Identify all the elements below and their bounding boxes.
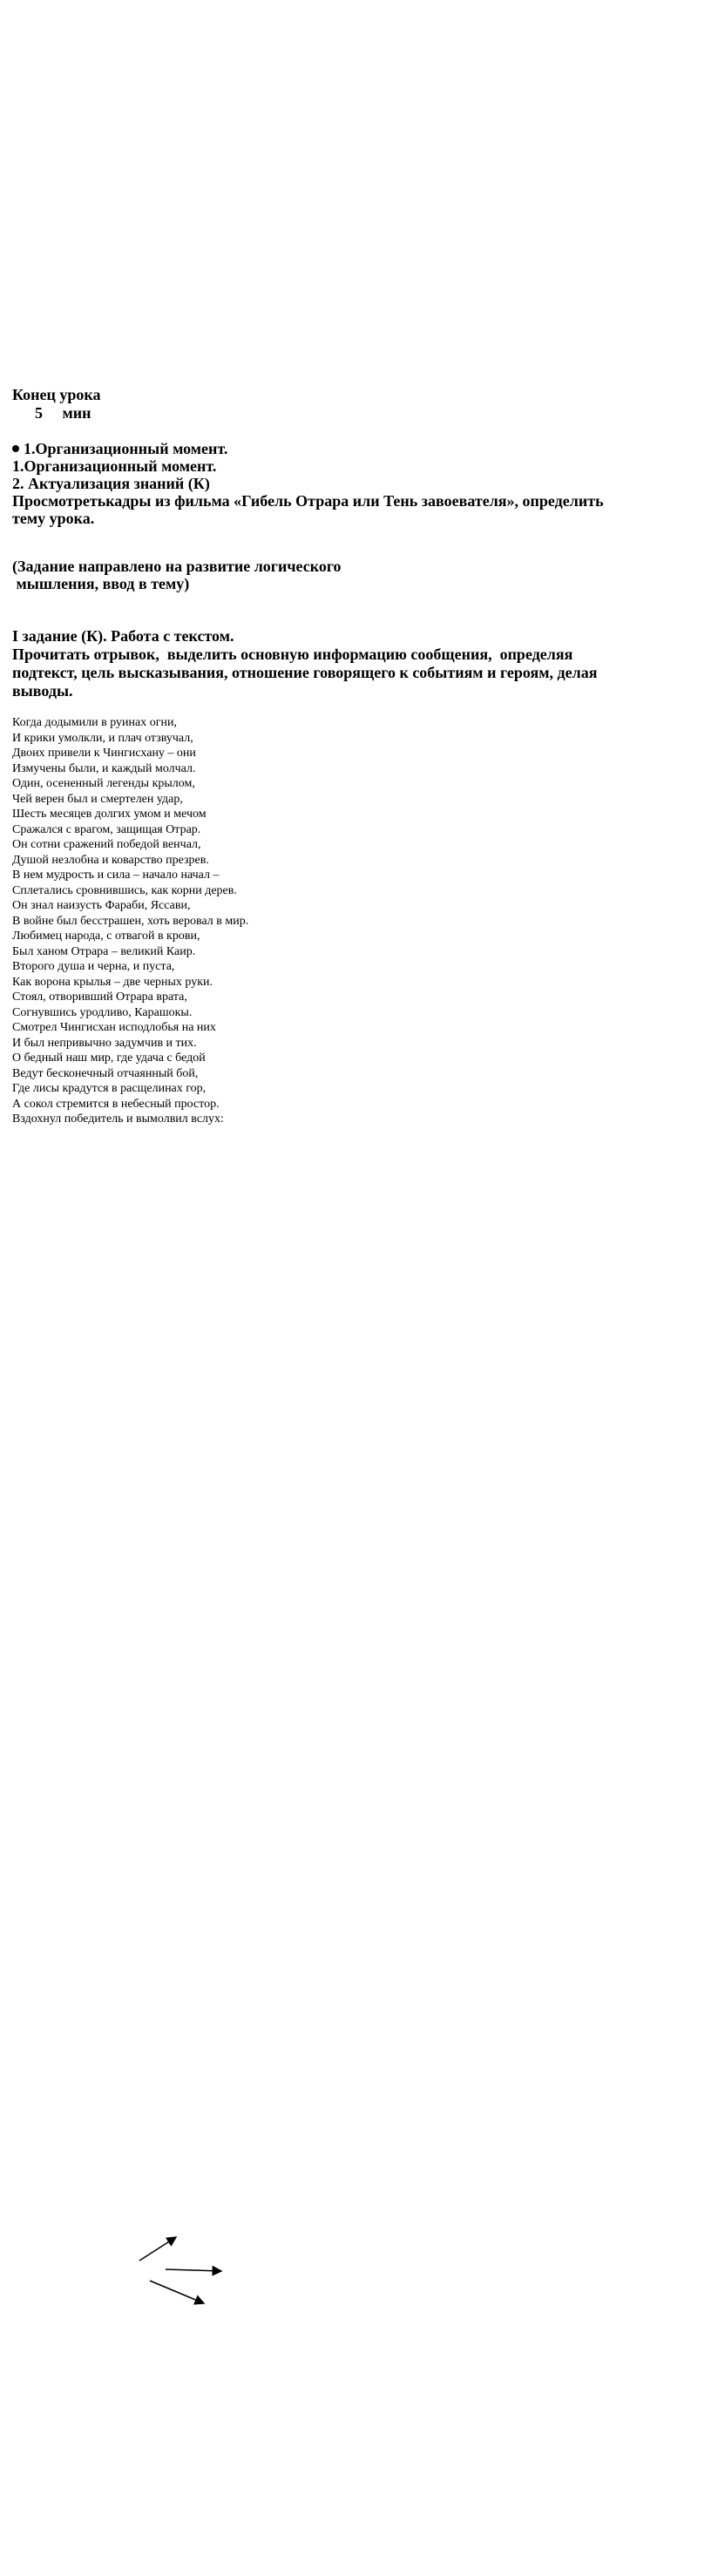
poem-line: Где лисы крадутся в расщелинах гор,: [12, 1082, 207, 1095]
poem-line: Второго душа и черна, и пуста,: [12, 960, 175, 973]
lesson-steps: [12, 440, 692, 527]
poem-line: Смотрел Чингисхан исподлобья на них: [12, 1021, 216, 1034]
poem-line: Он знал наизусть Фараби, Яссави,: [12, 899, 191, 912]
task1-title: I задание (К). Работа с текстом.: [12, 627, 234, 645]
task1-block: [12, 627, 692, 700]
lesson-end-title: Конец урока: [12, 386, 101, 403]
arrows-diagram: [131, 2230, 235, 2309]
poem-line: Когда додымили в руинах огни,: [12, 716, 177, 729]
poem-line: Один, осененный легенды крылом,: [12, 777, 195, 790]
poem-line: О бедный наш мир, где удача с бедой: [12, 1051, 206, 1065]
poem-line: Сплетались сровнившись, как корни дерев.: [12, 883, 237, 897]
lesson-end-block: [12, 386, 692, 423]
bullet-item: [12, 440, 692, 457]
poem-line: Как ворона крылья – две черных руки.: [12, 975, 213, 989]
task1-instruction-2: подтекст, цель высказывания, отношение говорящего к событиям и героям, делая: [12, 664, 598, 681]
poem-line: А сокол стремится в небесный простор.: [12, 1097, 220, 1111]
note-line-1: (Задание направлено на развитие логического: [12, 558, 342, 575]
poem-line: Любимец народа, с отвагой в крови,: [12, 930, 200, 943]
task-note: [12, 558, 692, 592]
arrow-up-right-icon: [139, 2237, 176, 2261]
poem-line: И был непривычно задумчив и тих.: [12, 1036, 197, 1050]
bullet-item-text: 1.Организационный момент.: [24, 440, 228, 457]
task1-instruction-1: Прочитать отрывок, выделить основную информацию сообщения, определяя: [12, 646, 573, 663]
poem-line: Был ханом Отрара – великий Каир.: [12, 944, 196, 958]
step-item-2: 2. Актуализация знаний (К): [12, 475, 210, 492]
poem-line: Стоял, отворивший Отрара врата,: [12, 991, 187, 1004]
task-line-1: Просмотретькадры из фильма «Гибель Отрара или Тень завоевателя», определить: [12, 492, 604, 510]
note-line-2: мышления, ввод в тему): [12, 575, 190, 592]
poem-line: Он сотни сражений победой венчал,: [12, 838, 201, 851]
poem-line: Двоих привели к Чингисхану – они: [12, 747, 196, 760]
poem-line: Сражался с врагом, защищая Отрар.: [12, 822, 201, 836]
poem-line: И крики умолкли, и плач отзвучал,: [12, 731, 193, 745]
arrow-down-right-icon: [150, 2281, 204, 2303]
lesson-end-duration: 5 мин: [35, 404, 91, 422]
task-line-2: тему урока.: [12, 510, 95, 527]
poem-line: В войне был бесстрашен, хоть веровал в мир.: [12, 914, 249, 928]
poem-line: Душой незлобна и коварство презрев.: [12, 853, 209, 867]
poem-text: [12, 715, 692, 1130]
step-item-1: 1.Организационный момент.: [12, 457, 217, 475]
arrow-right-icon: [166, 2269, 221, 2271]
poem-line: Измучены были, и каждый молчал.: [12, 761, 196, 775]
bullet-icon: [12, 445, 19, 452]
task1-instruction-3: выводы.: [12, 682, 73, 700]
poem-line: Согнувшись уродливо, Карашокы.: [12, 1005, 193, 1019]
poem-line: Вздохнул победитель и вымолвил вслух:: [12, 1112, 224, 1126]
poem-line: В нем мудрость и сила – начало начал –: [12, 869, 220, 882]
poem-line: Шесть месяцев долгих умом и мечом: [12, 808, 207, 821]
poem-line: Чей верен был и смертелен удар,: [12, 792, 183, 806]
poem-line: Ведут бесконечный отчаянный бой,: [12, 1066, 199, 1080]
